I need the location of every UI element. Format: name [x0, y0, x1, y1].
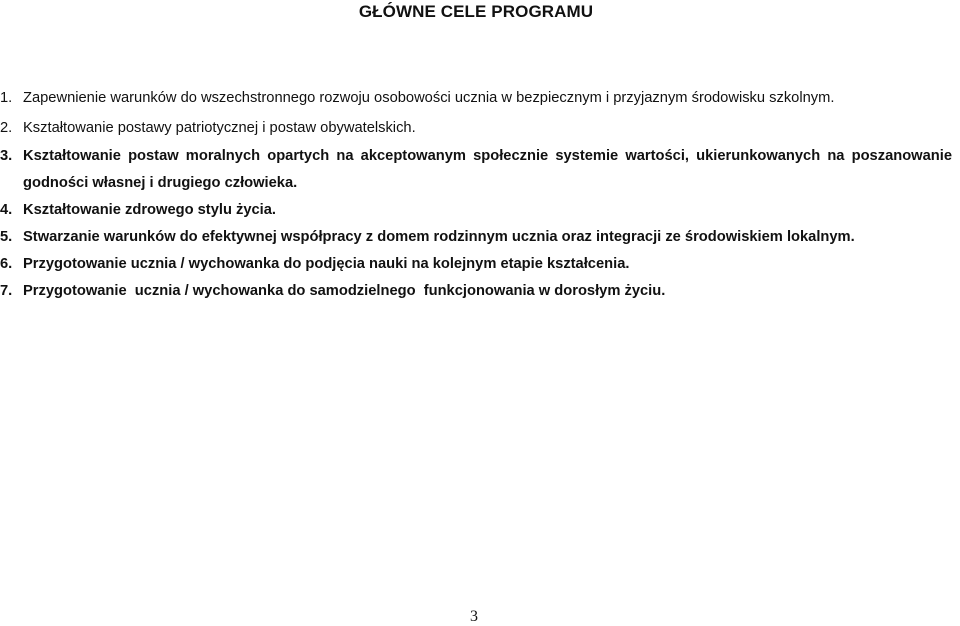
- goal-text: Stwarzanie warunków do efektywnej współpracy z domem rodzinnym ucznia oraz integracji ze środowiskiem lokalnym.: [23, 229, 855, 245]
- goal-item-1: [0, 86, 952, 110]
- goal-text: Zapewnienie warunków do wszechstronnego rozwoju osobowości ucznia w bezpiecznym i przyjaznym środowisku szkolnym.: [23, 90, 835, 106]
- goal-number: 3.: [0, 148, 13, 164]
- goal-item-5: [0, 224, 952, 251]
- goal-number: 4.: [0, 202, 13, 218]
- goal-number: 6.: [0, 256, 13, 272]
- goal-item-4: [0, 197, 952, 224]
- goal-text: Przygotowanie ucznia / wychowanka do samodzielnego funkcjonowania w dorosłym życiu.: [23, 283, 666, 299]
- page-number: 3: [470, 608, 478, 625]
- goal-number: 5.: [0, 229, 13, 245]
- goal-text: Przygotowanie ucznia / wychowanka do podjęcia nauki na kolejnym etapie kształcenia.: [23, 256, 630, 272]
- goal-text: Kształtowanie postaw moralnych opartych na akceptowanym społecznie systemie wartości, ukierunkowanych na poszanowanie godności własnej i drugiego człowieka.: [23, 148, 952, 191]
- goal-number: 2.: [0, 120, 13, 136]
- goal-text: Kształtowanie zdrowego stylu życia.: [23, 202, 277, 218]
- goal-number: 7.: [0, 283, 13, 299]
- goals-list: [0, 86, 952, 305]
- page-title: GŁÓWNE CELE PROGRAMU: [358, 2, 594, 21]
- goal-item-3: [0, 143, 952, 197]
- goal-item-2: [0, 116, 952, 140]
- goal-item-7: [0, 278, 952, 305]
- goal-item-6: [0, 251, 952, 278]
- goal-text: Kształtowanie postawy patriotycznej i postaw obywatelskich.: [23, 120, 416, 136]
- goal-number: 1.: [0, 90, 13, 106]
